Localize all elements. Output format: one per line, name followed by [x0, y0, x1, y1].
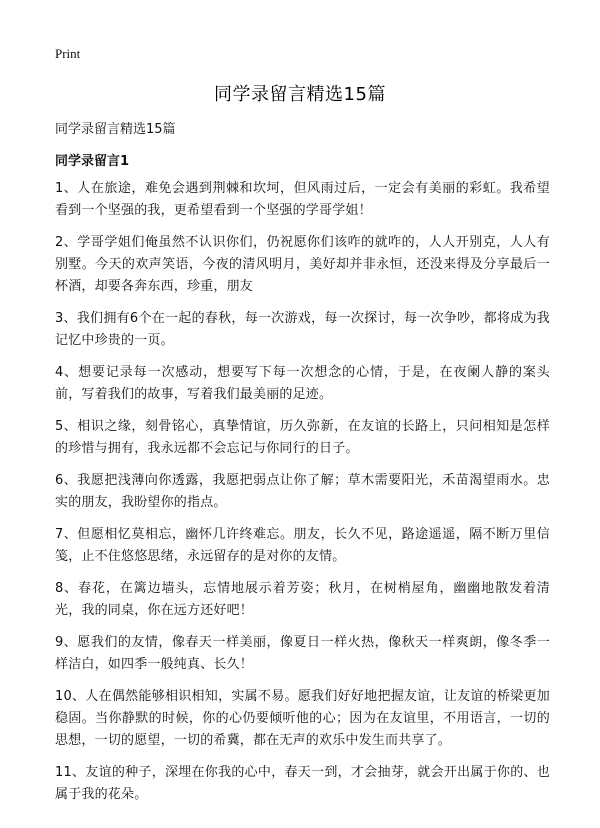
entry-paragraph: 3、我们拥有6个在一起的春秋，每一次游戏，每一次探讨，每一次争吵，都将成为我记忆中珍贵的一页。 [55, 311, 550, 348]
document-subtitle: 同学录留言精选15篇 [55, 122, 176, 137]
page-title: 同学录留言精选15篇 [214, 84, 386, 105]
entry-paragraph: 4、想要记录每一次感动，想要写下每一次想念的心情，于是，在夜阑人静的案头前，写着我们的故事，写着我们最美丽的足迹。 [55, 365, 550, 402]
entry-paragraph: 9、愿我们的友情，像春天一样美丽，像夏日一样火热，像秋天一样爽朗，像冬季一样洁白，如四季一般纯真、长久！ [55, 635, 550, 672]
entry-paragraph: 11、友谊的种子，深埋在你我的心中，春天一到，才会抽芽，就会开出属于你的、也属于我的花朵。 [55, 765, 550, 802]
section-heading: 同学录留言1 [55, 154, 130, 169]
entry-list [55, 178, 550, 816]
entry-paragraph: 10、人在偶然能够相识相知，实属不易。愿我们好好地把握友谊，让友谊的桥梁更加稳固。当你静默的时候，你的心仍要倾听他的心；因为在友谊里，不用语言，一切的思想，一切的愿望，一切的希冀，都在无声的欢乐中发生而共享了。 [55, 689, 550, 748]
entry-paragraph: 7、但愿相忆莫相忘，幽怀几许终难忘。朋友，长久不见，路途遥遥，隔不断万里信笺，止不住悠悠思绪，永远留存的是对你的友情。 [55, 527, 550, 564]
entry-paragraph: 5、相识之缘，刻骨铭心，真挚情谊，历久弥新，在友谊的长路上，只问相知是怎样的珍惜与拥有，我永远都不会忘记与你同行的日子。 [55, 419, 550, 456]
entry-paragraph: 2、学哥学姐们俺虽然不认识你们，仍祝愿你们该咋的就咋的，人人开别克，人人有别墅。今天的欢声笑语，今夜的清风明月，美好却并非永恒，还没来得及分享最后一杯酒，却要各奔东西，珍重，朋友 [55, 235, 550, 294]
entry-paragraph: 1、人在旅途，难免会遇到荆棘和坎坷，但风雨过后，一定会有美丽的彩虹。我希望看到一个坚强的我，更希望看到一个坚强的学哥学姐！ [55, 181, 550, 218]
print-link[interactable]: Print [55, 46, 81, 61]
entry-paragraph: 8、春花，在篱边墙头，忘情地展示着芳姿；秋月，在树梢屋角，幽幽地散发着清光，我的同桌，你在远方还好吧！ [55, 581, 550, 618]
entry-paragraph: 6、我愿把浅薄向你透露，我愿把弱点让你了解；草木需要阳光，禾苗渴望雨水。忠实的朋友，我盼望你的指点。 [55, 473, 550, 510]
